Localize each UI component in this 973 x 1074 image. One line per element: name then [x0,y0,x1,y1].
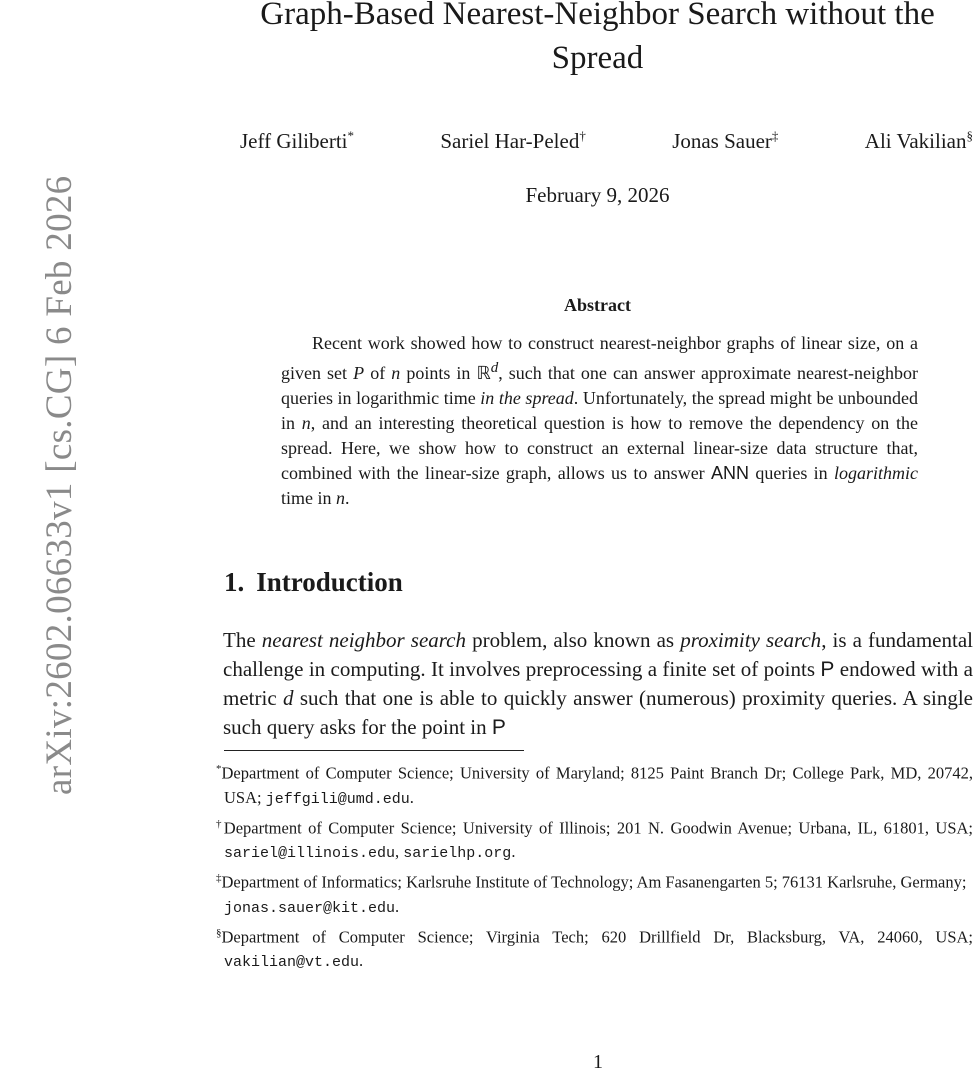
email-link[interactable]: jeffgili@umd.edu [265,790,410,808]
introduction-paragraph: The nearest neighbor search problem, also known as proximity search, is a fundamental challenge in computing. It involves preprocessing a finite set of points P endowed with a metric d such that one is able to quickly answer (numerous) proximity queries. A single such query asks for the point in P [223,628,973,739]
section-title: Introduction [256,567,403,597]
abstract-text: Recent work showed how to construct nearest-neighbor graphs of linear size, on a given set P of n points in ℝ$^d$, such that one can answer approximate nearest-neighbor queries in logarithmic time in the spread. Unfortunately, the spread might be unbounded in n, and an interesting theoretical question is how to remove the dependency on the spread. Here, we show how to construct an external linear-size data structure that, combined with the linear-size graph, allows us to answer ANN queries in logarithmic time in n. [281,333,919,508]
email-link[interactable]: vakilian@vt.edu [224,954,360,971]
author-footnote-mark[interactable]: * [347,128,355,143]
author-footnote-mark[interactable]: † [579,128,586,143]
abstract-heading: Abstract [564,295,631,315]
footnote-affiliation: *Department of Computer Science; University of Maryland; 8125 Paint Branch Dr; College Park, MD, 20742, USA; jeffgili@umd.edu. [216,763,973,808]
publication-date: February 9, 2026 [525,183,670,207]
footnote-affiliation: §Department of Computer Science; Virginia Tech; 620 Drillfield Dr, Blacksburg, VA, 24060, USA; vakilian@vt.edu. [216,926,973,971]
author: Sariel Har-Peled† [440,128,586,153]
footnote-divider [224,750,524,751]
section-number: 1. [224,567,245,597]
author: Jeff Giliberti* [240,128,355,153]
section-heading-introduction [224,567,403,598]
footnote-affiliation: †Department of Computer Science; University of Illinois; 201 N. Goodwin Avenue; Urbana, IL, 61801, USA; sariel@illinois.edu, sarielhp.org. [216,817,973,862]
author-list [222,128,973,154]
website-link[interactable]: sarielhp.org [403,845,512,862]
author-footnote-mark[interactable]: § [966,128,973,143]
author-footnote-mark[interactable]: ‡ [771,128,779,143]
arxiv-identifier-text: arXiv:2602.06633v1 [cs.CG] 6 Feb 2026 [39,175,80,795]
author: Jonas Sauer‡ [672,128,779,153]
email-link[interactable]: sariel@illinois.edu [224,845,396,862]
footnotes [216,757,973,975]
author: Ali Vakilian§ [864,128,973,153]
footnote-affiliation: ‡Department of Informatics; Karlsruhe Institute of Technology; Am Fasanengarten 5; 76131 Karlsruhe, Germany; jonas.sauer@kit.edu. [216,872,967,917]
page-number: 1 [593,1051,603,1073]
email-link[interactable]: jonas.sauer@kit.edu [224,899,396,917]
paper-title: Graph-Based Nearest-Neighbor Search without the Spread [260,0,935,76]
arxiv-identifier-stamp [0,0,80,800]
